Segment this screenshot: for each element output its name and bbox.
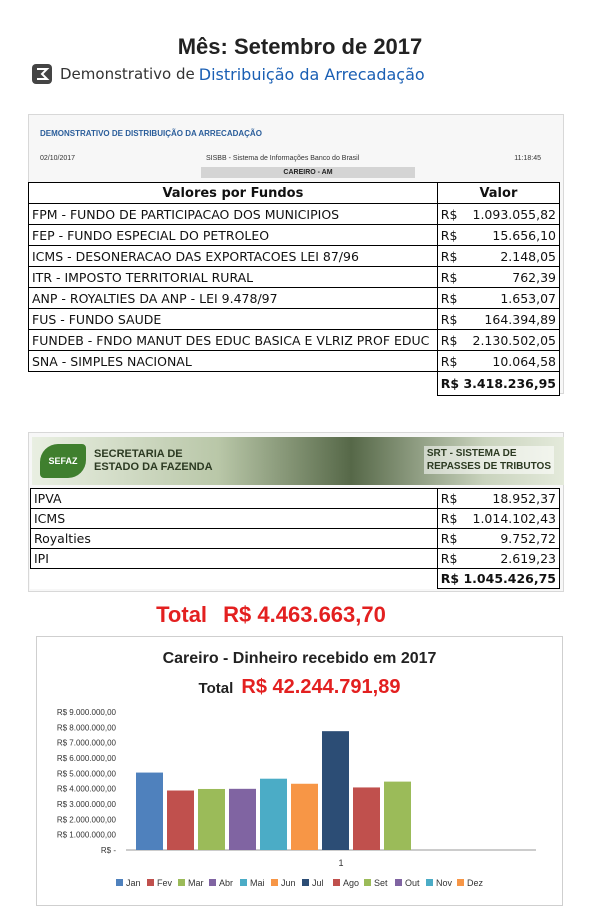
y-tick-label: R$ 9.000.000,00 bbox=[56, 708, 116, 717]
currency-symbol: R$ bbox=[440, 269, 458, 285]
total-row bbox=[31, 569, 560, 589]
revenue-name: IPI bbox=[31, 549, 438, 569]
revenue-table bbox=[30, 488, 560, 589]
legend-label-jun: Jun bbox=[281, 878, 296, 888]
y-tick-label: R$ 7.000.000,00 bbox=[56, 738, 116, 748]
currency-symbol: R$ bbox=[440, 353, 458, 369]
amount: 1.653,07 bbox=[500, 290, 556, 306]
fund-name: ITR - IMPOSTO TERRITORIAL RURAL bbox=[29, 267, 438, 288]
fund-value bbox=[437, 330, 559, 351]
grand-total-label: Total bbox=[156, 602, 208, 627]
legend-swatch-nov bbox=[426, 879, 433, 886]
page-title: Mês: Setembro de 2017 bbox=[177, 34, 423, 59]
y-tick-label: R$ 4.000.000,00 bbox=[56, 784, 116, 794]
fund-name: SNA - SIMPLES NACIONAL bbox=[29, 351, 438, 372]
y-tick-label: R$ 1.000.000,00 bbox=[56, 830, 116, 840]
total-spacer bbox=[29, 372, 438, 396]
table-row bbox=[31, 509, 560, 529]
legend-label-nov: Nov bbox=[436, 878, 453, 888]
fund-value bbox=[437, 246, 559, 267]
revenue-value bbox=[437, 509, 559, 529]
amount: 1.014.102,43 bbox=[472, 511, 556, 526]
table-row bbox=[31, 489, 560, 509]
y-tick-label: R$ 3.000.000,00 bbox=[56, 800, 116, 809]
currency-symbol: R$ bbox=[440, 491, 458, 506]
legend-swatch-jan bbox=[116, 879, 123, 886]
revenue-bar-chart bbox=[36, 700, 563, 900]
legend-label-ago: Ago bbox=[343, 878, 360, 888]
bar-fev bbox=[167, 791, 194, 850]
legend-swatch-jun bbox=[271, 879, 278, 886]
fund-name: ICMS - DESONERACAO DAS EXPORTACOES LEI 87/96 bbox=[29, 246, 438, 267]
revenue-value bbox=[437, 529, 559, 549]
y-tick-label: R$ 6.000.000,00 bbox=[56, 754, 116, 763]
sefaz-banner bbox=[32, 437, 564, 485]
bar-jan bbox=[136, 773, 163, 850]
y-tick-label: R$ - bbox=[100, 846, 116, 855]
legend-swatch-set bbox=[364, 879, 371, 886]
table-row bbox=[29, 351, 560, 372]
total-spacer bbox=[31, 569, 438, 589]
bar-mar bbox=[198, 789, 225, 850]
chart-title: Careiro - Dinheiro recebido em 2017 bbox=[162, 650, 437, 667]
chart-subtitle-label: Total bbox=[198, 680, 234, 697]
table-row bbox=[29, 309, 560, 330]
fund-value bbox=[437, 309, 559, 330]
bar-mai bbox=[260, 779, 287, 850]
revenue-name: IPVA bbox=[31, 489, 438, 509]
legend-swatch-dez bbox=[457, 879, 464, 886]
fund-name: FUNDEB - FNDO MANUT DES EDUC BASICA E VLRIZ PROF EDUC bbox=[29, 330, 438, 351]
legend-swatch-mai bbox=[240, 879, 247, 886]
legend-swatch-fev bbox=[147, 879, 154, 886]
table-row bbox=[29, 267, 560, 288]
grand-total-amount: R$ 4.463.663,70 bbox=[223, 602, 386, 627]
sefaz-title-line2: ESTADO DA FAZENDA bbox=[94, 461, 213, 473]
amount: 10.064,58 bbox=[492, 353, 556, 369]
table-row bbox=[29, 288, 560, 309]
legend-label-dez: Dez bbox=[467, 878, 484, 888]
amount: 1.093.055,82 bbox=[472, 206, 556, 222]
srt-title-line2: REPASSES DE TRIBUTOS bbox=[426, 461, 551, 472]
demonstrativo-prefix: Demonstrativo de bbox=[60, 65, 195, 83]
legend-label-fev: Fev bbox=[157, 878, 173, 888]
fund-value bbox=[437, 225, 559, 246]
fund-value bbox=[437, 204, 559, 225]
chart-subtitle bbox=[36, 676, 563, 699]
amount: 2.130.502,05 bbox=[472, 332, 556, 348]
fund-value bbox=[437, 267, 559, 288]
legend-label-jan: Jan bbox=[126, 878, 141, 888]
y-tick-label: R$ 8.000.000,00 bbox=[56, 723, 116, 733]
chart-subtitle-value: R$ 42.244.791,89 bbox=[241, 676, 401, 698]
bar-jun bbox=[291, 784, 318, 850]
table-row bbox=[29, 204, 560, 225]
legend-label-mar: Mar bbox=[188, 878, 204, 888]
table-row bbox=[31, 529, 560, 549]
x-tick-label: 1 bbox=[338, 858, 344, 868]
currency-symbol: R$ bbox=[440, 227, 458, 243]
legend-label-mai: Mai bbox=[250, 878, 265, 888]
legend-swatch-mar bbox=[178, 879, 185, 886]
table-header-row bbox=[29, 183, 560, 204]
fund-value bbox=[437, 351, 559, 372]
revenue-name: Royalties bbox=[31, 529, 438, 549]
bar-jul bbox=[322, 731, 349, 850]
fund-name: ANP - ROYALTIES DA ANP - LEI 9.478/97 bbox=[29, 288, 438, 309]
legend-label-set: Set bbox=[374, 878, 388, 888]
legend-swatch-out bbox=[395, 879, 402, 886]
table-row bbox=[29, 330, 560, 351]
currency-symbol: R$ bbox=[440, 248, 458, 264]
y-tick-label: R$ 2.000.000,00 bbox=[56, 815, 116, 825]
column-header-value: Valor bbox=[437, 183, 559, 204]
sefaz-logo: SEFAZ bbox=[40, 444, 86, 478]
bar-set bbox=[384, 782, 411, 850]
panel-title: DEMONSTRATIVO DE DISTRIBUIÇÃO DA ARRECADAÇÃO bbox=[40, 129, 262, 138]
amount: 15.656,10 bbox=[492, 227, 556, 243]
bar-abr bbox=[229, 789, 256, 850]
funds-total: R$ 3.418.236,95 bbox=[437, 372, 559, 396]
legend-label-jul: Jul bbox=[312, 878, 324, 888]
currency-symbol: R$ bbox=[440, 311, 458, 327]
sefaz-title bbox=[94, 448, 213, 474]
currency-symbol: R$ bbox=[440, 531, 458, 546]
revenue-name: ICMS bbox=[31, 509, 438, 529]
bar-ago bbox=[353, 787, 380, 850]
fund-name: FEP - FUNDO ESPECIAL DO PETROLEO bbox=[29, 225, 438, 246]
revenue-value bbox=[437, 549, 559, 569]
amount: 9.752,72 bbox=[500, 531, 556, 546]
bb-logo-icon bbox=[30, 62, 54, 86]
fund-name: FPM - FUNDO DE PARTICIPACAO DOS MUNICIPIOS bbox=[29, 204, 438, 225]
fund-value bbox=[437, 288, 559, 309]
funds-table bbox=[28, 182, 560, 396]
amount: 2.148,05 bbox=[500, 248, 556, 264]
srt-title-line1: SRT - SISTEMA DE bbox=[426, 448, 517, 459]
legend-label-out: Out bbox=[405, 878, 420, 888]
revenues-total: R$ 1.045.426,75 bbox=[437, 569, 559, 589]
srt-title bbox=[424, 446, 554, 474]
amount: 762,39 bbox=[512, 269, 556, 285]
y-tick-label: R$ 5.000.000,00 bbox=[56, 769, 116, 779]
fund-name: FUS - FUNDO SAUDE bbox=[29, 309, 438, 330]
legend-label-abr: Abr bbox=[219, 878, 234, 888]
currency-symbol: R$ bbox=[440, 332, 458, 348]
legend-swatch-ago bbox=[333, 879, 340, 886]
table-row bbox=[29, 225, 560, 246]
amount: 2.619,23 bbox=[500, 551, 556, 566]
report-time: 11:18:45 bbox=[514, 155, 541, 162]
amount: 164.394,89 bbox=[484, 311, 556, 327]
column-header-fund: Valores por Fundos bbox=[29, 183, 438, 204]
table-row bbox=[31, 549, 560, 569]
legend-swatch-jul bbox=[302, 879, 309, 886]
currency-symbol: R$ bbox=[440, 206, 458, 222]
municipality-label: CAREIRO - AM bbox=[201, 167, 415, 178]
demonstrativo-header bbox=[30, 62, 425, 86]
amount: 18.952,37 bbox=[492, 491, 556, 506]
currency-symbol: R$ bbox=[440, 551, 458, 566]
revenue-value bbox=[437, 489, 559, 509]
table-row bbox=[29, 246, 560, 267]
demonstrativo-accent: Distribuição da Arrecadação bbox=[198, 64, 425, 84]
system-name: SISBB - Sistema de Informações Banco do Brasil bbox=[206, 155, 360, 162]
report-date: 02/10/2017 bbox=[40, 155, 76, 162]
legend-swatch-abr bbox=[209, 879, 216, 886]
total-row bbox=[29, 372, 560, 396]
grand-total bbox=[0, 602, 542, 628]
sefaz-title-line1: SECRETARIA DE bbox=[94, 448, 183, 460]
currency-symbol: R$ bbox=[440, 290, 458, 306]
currency-symbol: R$ bbox=[440, 511, 458, 526]
